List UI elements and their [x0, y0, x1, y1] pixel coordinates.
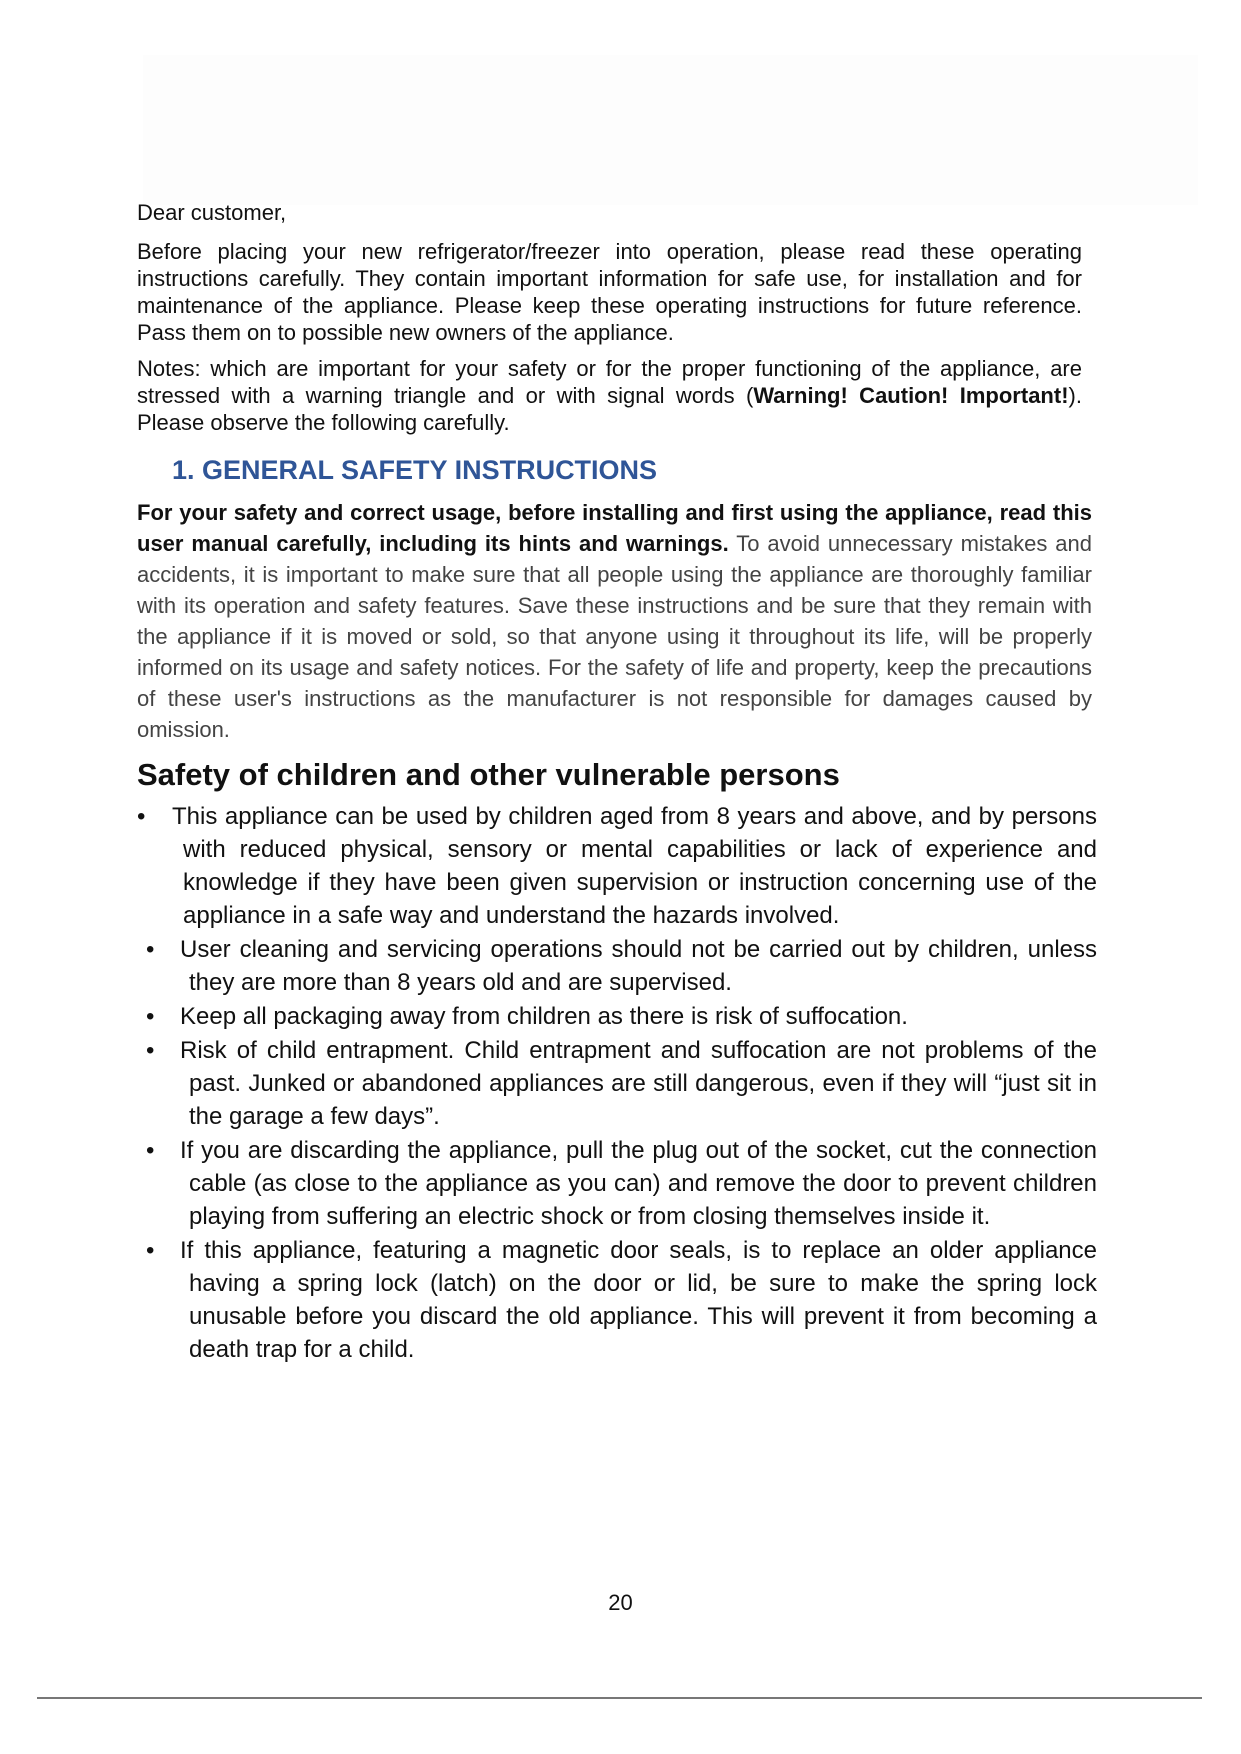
list-item: • This appliance can be used by children aged from 8 years and above, and by persons with reduced physical, sensory or mental capabilities or lack of experience and knowledge if they have been given supervision or instruction concerning use of the appliance in a safe way and understand the hazards involved.: [137, 800, 1097, 932]
notes-text-end: ). Please observe the following carefully.: [137, 383, 1082, 435]
safety-intro-bold: For your safety and correct usage, before installing and first using the appliance, read this user manual carefully, including its hints and warnings.: [137, 500, 1092, 556]
page-number: 20: [608, 1590, 633, 1615]
signal-words: Warning! Caution! Important!: [753, 383, 1069, 408]
list-item: • If you are discarding the appliance, pull the plug out of the socket, cut the connection cable (as close to the appliance as you can) and remove the door to prevent children playing from suffering an electric shock or from closing themselves inside it.: [137, 1134, 1097, 1233]
list-item: • Risk of child entrapment. Child entrapment and suffocation are not problems of the past. Junked or abandoned appliances are still dangerous, even if they will “just sit in the garage a few days”.: [137, 1034, 1097, 1133]
bullet-icon: •: [146, 1037, 155, 1064]
bullet-icon: •: [137, 803, 146, 830]
list-item: • Keep all packaging away from children as there is risk of suffocation.: [137, 1000, 1097, 1033]
safety-intro: [137, 497, 1092, 745]
notes-text: Notes: which are important for your safety or for the proper functioning of the appliance, are stressed with a warning triangle and or with signal words (: [137, 356, 1082, 408]
greeting: Dear customer,: [137, 200, 287, 225]
list-item: • If this appliance, featuring a magnetic door seals, is to replace an older appliance having a spring lock (latch) on the door or lid, be sure to make the spring lock unusable before you discard the old appliance. This will prevent it from becoming a death trap for a child.: [137, 1234, 1097, 1366]
bullet-icon: •: [146, 1237, 155, 1264]
bullet-icon: •: [146, 1003, 155, 1030]
subheading: Safety of children and other vulnerable persons: [137, 757, 840, 792]
list-item: • User cleaning and servicing operations should not be carried out by children, unless they are more than 8 years old and are supervised.: [137, 933, 1097, 999]
safety-intro-text: To avoid unnecessary mistakes and accidents, it is important to make sure that all people using the appliance are thoroughly familiar with its operation and safety features. Save these instructions and be sure that they remain with the appliance if it is moved or sold, so that anyone using it throughout its life, will be properly informed on its usage and safety notices. For the safety of life and property, keep the precautions of these user's instructions as the manufacturer is not responsible for damages caused by omission.: [137, 531, 1093, 742]
section-heading: 1. GENERAL SAFETY INSTRUCTIONS: [172, 455, 658, 485]
footer-divider: [37, 1697, 1202, 1699]
bullet-icon: •: [146, 936, 155, 963]
notes-paragraph: [137, 355, 1082, 436]
intro-paragraph: Before placing your new refrigerator/freezer into operation, please read these operating instructions carefully. They contain important information for safe use, for installation and for maintenance of the appliance. Please keep these operating instructions for future reference. Pass them on to possible new owners of the appliance.: [137, 239, 1082, 345]
bullet-icon: •: [146, 1137, 155, 1164]
header-area: [143, 55, 1198, 205]
bullet-list: [137, 800, 1097, 1367]
